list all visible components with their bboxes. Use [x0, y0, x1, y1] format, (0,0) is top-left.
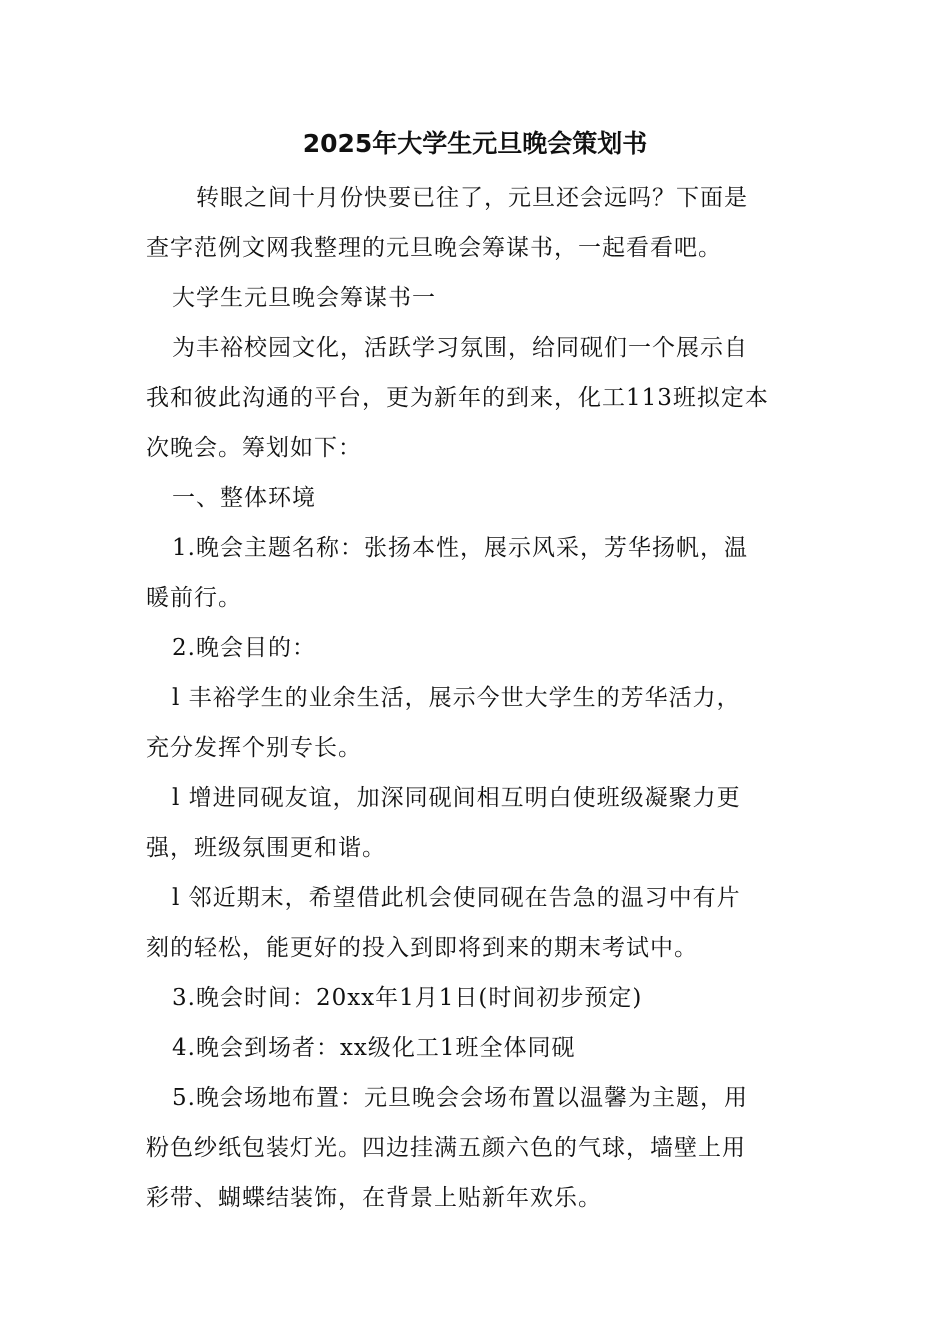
paragraph-line: 强，班级氛围更和谐。	[146, 835, 386, 861]
paragraph-line: 彩带、蝴蝶结装饰，在背景上贴新年欢乐。	[146, 1185, 602, 1211]
paragraph-line: 次晚会。筹划如下：	[146, 435, 362, 461]
paragraph-line: 查字范例文网我整理的元旦晚会筹谋书，一起看看吧。	[146, 235, 722, 261]
bullet-item: l 丰裕学生的业余生活，展示今世大学生的芳华活力，	[172, 685, 741, 711]
paragraph-line: 为丰裕校园文化，活跃学习氛围，给同砚们一个展示自	[172, 335, 748, 361]
paragraph-line: 粉色纱纸包装灯光。四边挂满五颜六色的气球，墙壁上用	[146, 1135, 746, 1161]
list-item: 4.晚会到场者：xx级化工1班全体同砚	[172, 1035, 576, 1061]
section-heading: 大学生元旦晚会筹谋书一	[172, 285, 436, 311]
section-heading: 一、整体环境	[172, 485, 316, 511]
list-item: 5.晚会场地布置：元旦晚会会场布置以温馨为主题，用	[172, 1085, 748, 1111]
paragraph-line: 转眼之间十月份快要已往了，元旦还会远吗？下面是	[196, 185, 748, 211]
bullet-item: l 邻近期末，希望借此机会使同砚在告急的温习中有片	[172, 885, 741, 911]
paragraph-line: 充分发挥个别专长。	[146, 735, 362, 761]
list-item: 3.晚会时间：20xx年1月1日(时间初步预定)	[172, 985, 643, 1011]
paragraph-line: 刻的轻松，能更好的投入到即将到来的期末考试中。	[146, 935, 698, 961]
paragraph-line: 暖前行。	[146, 585, 242, 611]
list-item: 1.晚会主题名称：张扬本性，展示风采，芳华扬帆，温	[172, 535, 748, 561]
document-title: 2025年大学生元旦晚会策划书	[302, 129, 648, 158]
list-item: 2.晚会目的：	[172, 635, 316, 661]
bullet-item: l 增进同砚友谊，加深同砚间相互明白使班级凝聚力更	[172, 785, 741, 811]
paragraph-line: 我和彼此沟通的平台，更为新年的到来，化工113班拟定本	[146, 385, 769, 411]
